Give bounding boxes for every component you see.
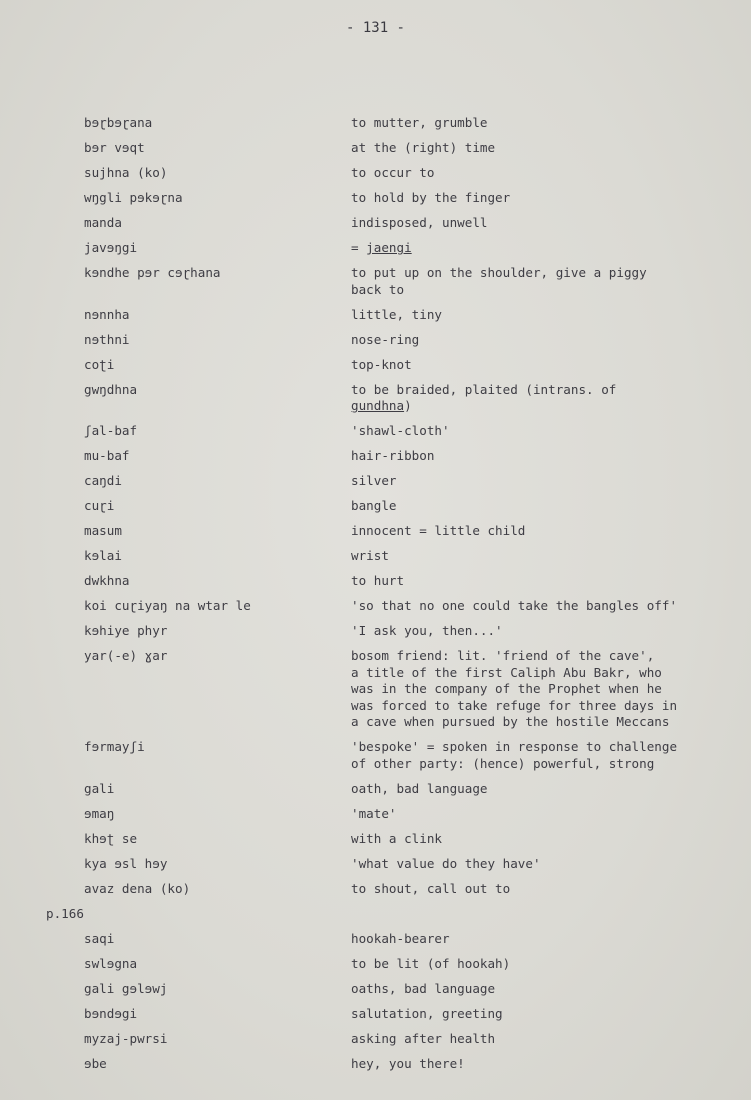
glossary-entry [0,781,751,798]
entry-term: sujhna (ko) [84,165,168,180]
entry-gloss [351,423,731,440]
entry-term: kya ɘsl hɘy [84,855,168,871]
entry-term: myzaj-pwrsi [84,1030,168,1046]
entry-term: yar(-e) ɣar [84,648,168,663]
glossary-entry [0,1056,751,1073]
glossary-entry [0,115,751,132]
entry-term: coʈi [84,356,115,372]
glossary-entry [0,623,751,640]
glossary-entry [0,981,751,998]
gloss-text: asking after health [351,1030,496,1046]
glossary-entry [0,523,751,540]
entry-gloss [351,332,731,349]
glossary-entry [0,1006,751,1023]
glossary-entry [0,382,751,415]
glossary-entry [0,265,751,298]
entry-term: nɘnnha [84,306,130,322]
entry-term: kɘlai [84,548,122,563]
entry-gloss [351,598,731,615]
entry-gloss [351,240,731,257]
entry-gloss [351,981,731,998]
gloss-text: hookah-bearer [351,930,450,946]
gloss-text: 'what value do they have' [351,855,541,871]
gloss-text: innocent = little child [351,523,526,538]
gloss-text: to hold by the finger [351,190,511,205]
glossary-group-a [0,115,751,897]
glossary-entry [0,165,751,182]
page-reference: p.166 [46,905,84,921]
glossary-entry [0,598,751,615]
entry-term: swlɘgna [84,955,138,971]
gloss-text: hey, you there! [351,1055,465,1071]
gloss-text: at the (right) time [351,140,496,155]
gloss-text: to put up on the shoulder, give a piggy back to [351,265,647,297]
entry-gloss [351,498,731,515]
glossary-entry [0,215,751,232]
gloss-underlined: gundhna [351,398,405,413]
entry-term: wŋgli pɘkɘɽna [84,190,183,205]
gloss-text: with a clink [351,830,442,846]
gloss-text: to occur to [351,165,435,180]
entry-term: cuɽi [84,498,115,513]
glossary-entry [0,1031,751,1048]
gloss-text: 'I ask you, then...' [351,623,503,638]
gloss-text: silver [351,473,397,488]
entry-gloss [351,548,731,565]
entry-gloss [351,648,731,731]
gloss-text: to hurt [351,573,405,588]
glossary-entry [0,573,751,590]
glossary-entry [0,648,751,731]
entry-gloss [351,473,731,490]
gloss-text: top-knot [351,356,412,372]
glossary-entry [0,140,751,157]
entry-gloss [351,931,731,948]
entry-gloss [351,115,731,132]
entry-term: caŋdi [84,473,122,488]
glossary-entry [0,332,751,349]
gloss-text: 'shawl-cloth' [351,423,450,438]
entry-term: ɘmaŋ [84,805,115,821]
entry-term: bɘr vɘqt [84,140,145,155]
entry-term: ɘbe [84,1055,107,1071]
entry-term: javɘŋgi [84,240,138,255]
entry-term: manda [84,215,122,230]
glossary-entry [0,881,751,898]
gloss-text: to shout, call out to [351,880,511,896]
entry-term: ʃal-baf [84,423,138,438]
entry-gloss [351,806,731,823]
glossary-entry [0,498,751,515]
gloss-text: wrist [351,548,389,563]
gloss-suffix: ) [404,398,412,413]
gloss-text: oath, bad language [351,780,488,796]
entry-gloss [351,956,731,973]
entry-gloss [351,448,731,465]
entry-gloss [351,523,731,540]
glossary-entry [0,548,751,565]
entry-gloss [351,1056,731,1073]
entry-term: dwkhna [84,573,130,588]
entry-gloss [351,1006,731,1023]
gloss-text: bangle [351,498,397,513]
glossary-entry [0,448,751,465]
gloss-text: to be lit (of hookah) [351,955,511,971]
entry-term: koi cuɽiyaŋ na wtar le [84,598,251,613]
gloss-text: salutation, greeting [351,1005,503,1021]
entry-term: fɘrmayʃi [84,739,145,754]
entry-gloss [351,856,731,873]
gloss-text: little, tiny [351,306,442,322]
glossary-entry [0,856,751,873]
glossary-entry [0,357,751,374]
entry-term: saqi [84,930,115,946]
entry-term: gali [84,780,115,796]
entry-gloss [351,357,731,374]
entry-term: kɘndhe pɘr cɘɽhana [84,265,221,280]
gloss-underlined: jaengi [366,240,412,255]
entry-gloss [351,165,731,182]
entry-gloss [351,781,731,798]
entry-term: bɘɽbɘɽana [84,115,153,130]
entry-gloss [351,573,731,590]
glossary-entry [0,956,751,973]
entry-term: bɘndɘgi [84,1005,138,1021]
glossary-entry [0,423,751,440]
gloss-text: bosom friend: lit. 'friend of the cave', a title of the first Caliph Abu Bakr, who was in the company of the Prophet when he was forced to take refuge for three days in a cave when pursued by the hostile Meccans [351,648,678,729]
entry-gloss [351,881,731,898]
glossary-entry [0,473,751,490]
glossary-entry [0,806,751,823]
entry-term: khɘʈ se [84,830,138,846]
entry-term: avaz dena (ko) [84,880,191,896]
glossary-entry [0,931,751,948]
entry-term: gwŋdhna [84,381,138,397]
entry-gloss [351,190,731,207]
entry-gloss [351,265,731,298]
entry-gloss [351,140,731,157]
entry-term: kɘhiye phyr [84,623,168,638]
glossary-list [0,115,751,1081]
entry-term: gali gɘlɘwj [84,980,168,996]
glossary-entry [0,190,751,207]
gloss-text: to be braided, plaited (intrans. of [351,381,617,397]
glossary-entry [0,831,751,848]
gloss-text: 'bespoke' = spoken in response to challenge of other party: (hence) powerful, strong [351,739,678,771]
entry-gloss [351,623,731,640]
gloss-text: indisposed, unwell [351,215,488,230]
entry-gloss [351,739,731,772]
glossary-entry [0,307,751,324]
glossary-entry [0,240,751,257]
entry-gloss [351,307,731,324]
gloss-text: oaths, bad language [351,980,496,996]
glossary-group-b [0,931,751,1073]
entry-term: masum [84,523,122,538]
glossary-entry [0,739,751,772]
gloss-text: 'so that no one could take the bangles off' [351,598,678,613]
gloss-prefix: = [351,240,367,255]
entry-gloss [351,1031,731,1048]
entry-term: mu-baf [84,448,130,463]
entry-gloss [351,215,731,232]
gloss-text: 'mate' [351,805,397,821]
page-number: - 131 - [345,20,405,36]
entry-gloss [351,382,731,415]
gloss-text: hair-ribbon [351,448,435,463]
entry-gloss [351,831,731,848]
entry-term: nɘthni [84,331,130,347]
gloss-text: to mutter, grumble [351,115,488,130]
gloss-text: nose-ring [351,331,420,347]
